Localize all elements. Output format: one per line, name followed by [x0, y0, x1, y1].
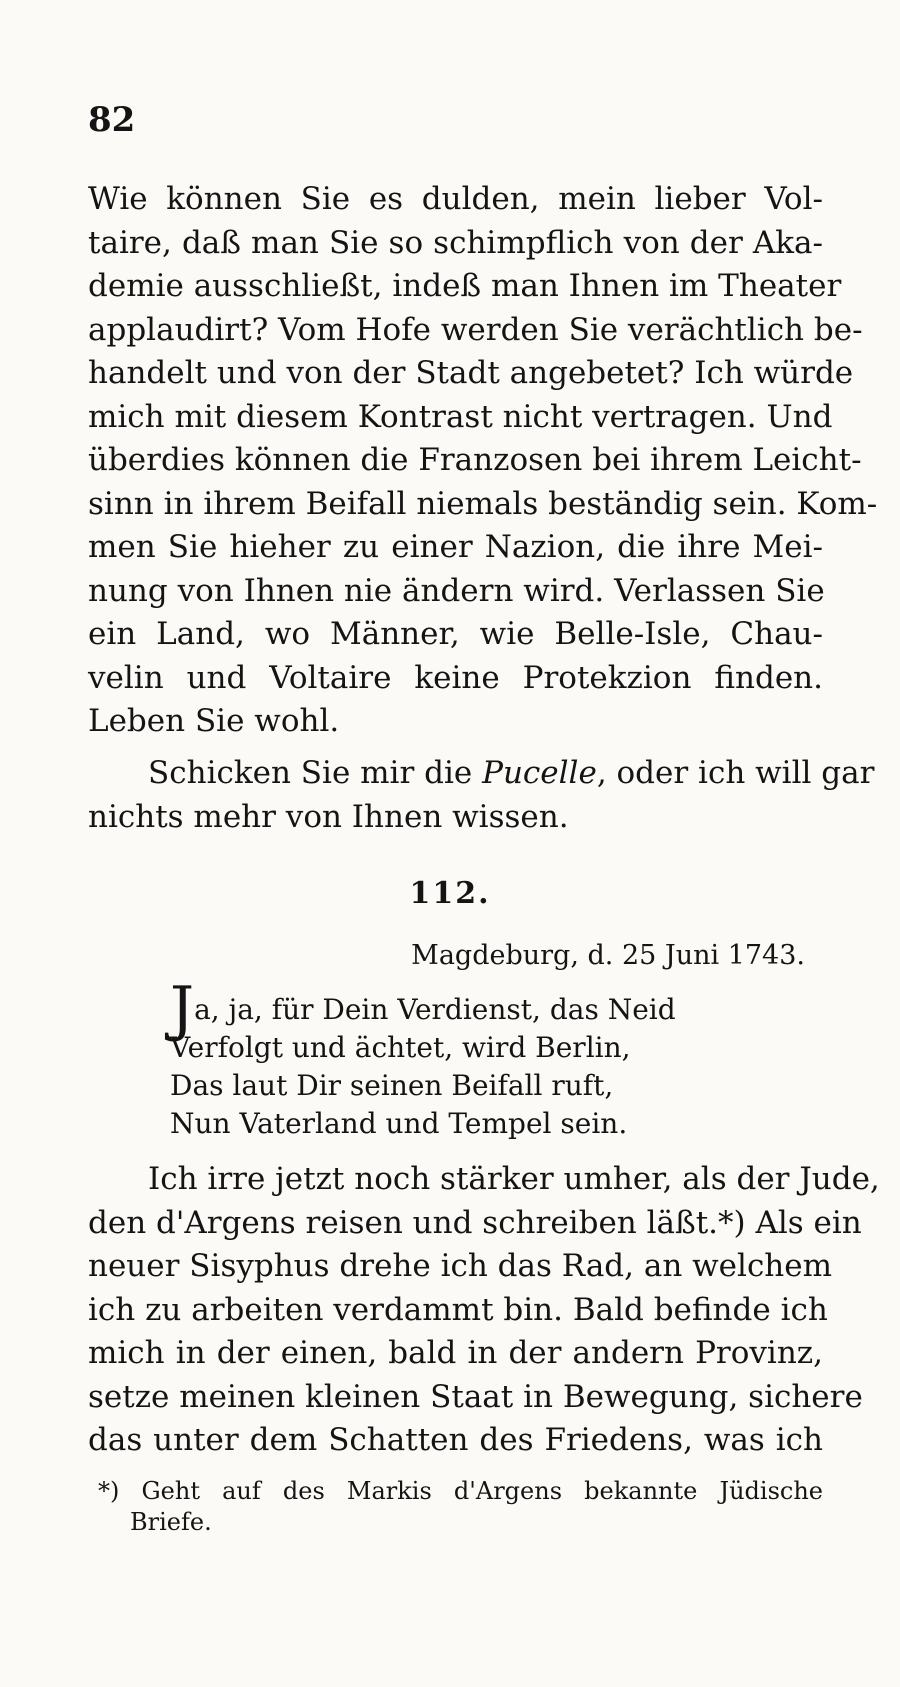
closing-text: , oder ich will gar: [596, 755, 875, 791]
text-line: nung von Ihnen nie ändern wird. Verlassen Sie: [88, 572, 825, 609]
letter-body-paragraph: [88, 178, 878, 744]
dateline: Magdeburg, d. 25 Juni 1743.: [411, 940, 805, 971]
text-line: überdies können die Franzosen bei ihrem Leicht-: [88, 442, 862, 478]
closing-paragraph: [88, 752, 875, 839]
text-line: velin und Voltaire keine Protekzion finden.: [88, 659, 823, 696]
closing-text: Schicken Sie mir die: [148, 755, 483, 791]
footnote: [98, 1476, 823, 1538]
letter-body-paragraph-2: [88, 1158, 880, 1463]
text-line: Wie können Sie es dulden, mein lieber Vol-: [88, 181, 823, 217]
closing-line-2: nichts mehr von Ihnen wissen.: [88, 798, 569, 835]
closing-line-1: [88, 752, 875, 796]
text-line: das unter dem Schatten des Friedens, was ich: [88, 1422, 823, 1458]
text-line: applaudirt? Vom Hofe werden Sie verächtlich be-: [88, 311, 863, 348]
poem-line-2: Verfolgt und ächtet, wird Berlin,: [170, 1031, 631, 1064]
drop-cap: J: [170, 974, 195, 1044]
text-line: ich zu arbeiten verdammt bin. Bald befinde ich: [88, 1291, 828, 1328]
page-number: 82: [88, 100, 136, 140]
footnote-line-2: Briefe.: [130, 1508, 212, 1536]
text-line: mich mit diesem Kontrast nicht vertragen. Und: [88, 398, 833, 435]
text-line: handelt und von der Stadt angebetet? Ich würde: [88, 355, 854, 391]
text-line: sinn in ihrem Beifall niemals beständig sein. Kom-: [88, 485, 878, 522]
poem-text: a, ja, für Dein Verdienst, das Neid: [194, 993, 676, 1026]
letter-number: 112.: [409, 876, 491, 911]
text-line: demie ausschließt, indeß man Ihnen im Theater: [88, 268, 842, 304]
text-line: mich in der einen, bald in der andern Provinz,: [88, 1335, 823, 1371]
work-title-pucelle: Pucelle: [482, 755, 597, 791]
poem-line-1: [170, 974, 676, 1044]
footnote-line-1: *) Geht auf des Markis d'Argens bekannte Jüdische: [98, 1477, 823, 1505]
text-line: men Sie hieher zu einer Nazion, die ihre Mei-: [88, 529, 823, 565]
poem-line-3: Das laut Dir seinen Beifall ruft,: [170, 1069, 614, 1102]
text-line: Leben Sie wohl.: [88, 703, 340, 739]
text-line: den d'Argens reisen und schreiben läßt.*) Als ein: [88, 1204, 862, 1241]
poem-line-4: Nun Vaterland und Tempel sein.: [170, 1107, 628, 1140]
text-line: taire, daß man Sie so schimpflich von der Aka-: [88, 224, 823, 261]
text-line: Ich irre jetzt noch stärker umher, als der Jude,: [148, 1161, 880, 1197]
text-line: ein Land, wo Männer, wie Belle-Isle, Chau-: [88, 616, 823, 652]
text-line: setze meinen kleinen Staat in Bewegung, sichere: [88, 1378, 863, 1415]
text-line: neuer Sisyphus drehe ich das Rad, an welchem: [88, 1248, 833, 1284]
poem-stanza: [170, 974, 676, 1143]
